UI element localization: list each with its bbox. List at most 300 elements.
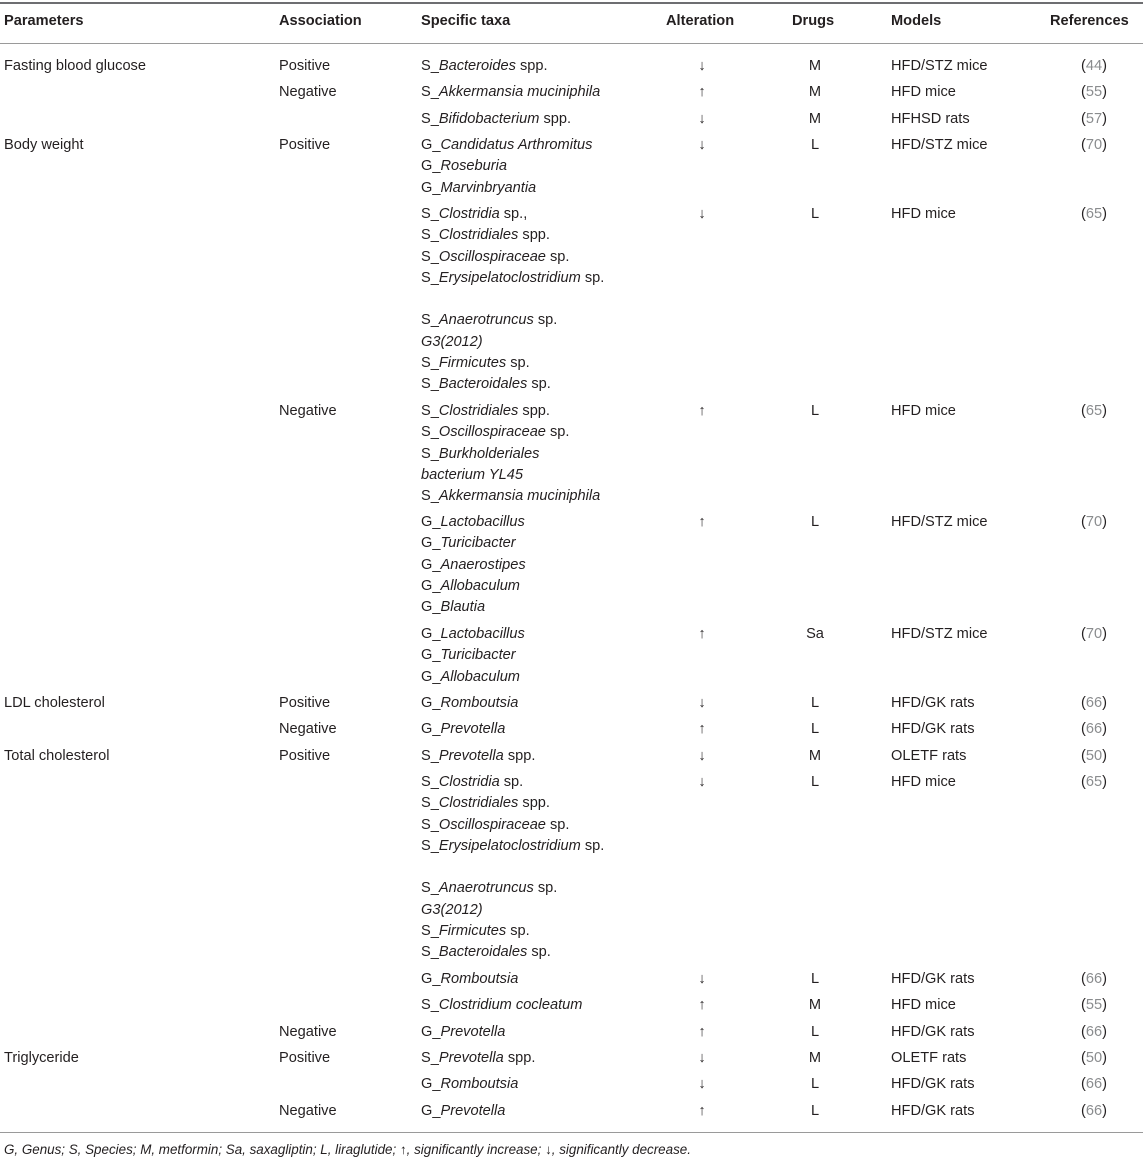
taxon-suffix: sp. (527, 376, 551, 393)
taxon-line (421, 900, 604, 921)
taxa-cell (421, 969, 518, 990)
drug-code: L (810, 137, 820, 153)
reference-cell (1065, 746, 1107, 767)
taxon-line (421, 597, 526, 618)
taxon-line (421, 374, 604, 395)
taxon-rank-prefix: S_ (421, 748, 439, 764)
taxon-rank-prefix: S_ (421, 837, 439, 854)
reference-cell (1065, 624, 1107, 645)
taxon-line (421, 857, 604, 878)
reference-link[interactable]: 66 (1085, 721, 1103, 737)
taxon-line (421, 921, 604, 942)
header-references: References (1050, 13, 1129, 29)
header-drugs: Drugs (792, 13, 835, 29)
taxon-line (421, 693, 518, 714)
reference-close-paren: ) (1102, 748, 1107, 764)
taxon-line (421, 135, 592, 156)
reference-link[interactable]: 66 (1085, 971, 1103, 987)
taxon-line (421, 719, 505, 740)
taxon-name: Clostridiales (438, 795, 519, 812)
taxon-rank-prefix: S_ (421, 1050, 439, 1066)
taxon-name: Oscillospiraceae (438, 816, 546, 833)
reference-link[interactable]: 70 (1085, 626, 1103, 642)
taxon-line (421, 1074, 518, 1095)
taxa-cell (421, 1022, 505, 1043)
drug-code: L (810, 971, 820, 987)
taxon-name: Akkermansia muciniphila (438, 84, 601, 100)
taxa-cell (421, 204, 604, 396)
drug-code: Sa (806, 626, 824, 642)
taxon-line (421, 310, 604, 331)
taxon-line (421, 1022, 505, 1043)
reference-link[interactable]: 57 (1085, 111, 1103, 127)
taxon-name: Lactobacillus (440, 626, 525, 642)
taxon-rank-prefix: G_ (421, 626, 441, 642)
taxon-name: Prevotella (440, 721, 506, 737)
alteration-arrow-glyph: ↓ (698, 137, 706, 153)
drug-code: L (810, 514, 820, 530)
alteration-arrow-glyph: ↑ (698, 84, 706, 100)
model-cell: HFD/STZ mice (891, 514, 988, 530)
association-cell: Positive (279, 1050, 331, 1066)
taxon-suffix: sp. (545, 424, 570, 441)
taxon-line (421, 969, 518, 990)
reference-close-paren: ) (1102, 695, 1107, 711)
taxon-name: Clostridia (438, 774, 500, 790)
reference-close-paren: ) (1102, 514, 1107, 530)
association-cell: Positive (279, 695, 331, 711)
taxon-line (421, 178, 592, 199)
reference-open-paren: ( (1081, 1076, 1086, 1092)
model-cell: HFD/GK rats (891, 721, 975, 737)
association-cell: Negative (279, 403, 337, 419)
taxon-suffix: spp. (503, 748, 536, 764)
alteration-arrow-glyph: ↑ (698, 997, 706, 1013)
drug-code: M (808, 111, 822, 127)
parameter-cell: Triglyceride (4, 1050, 79, 1066)
taxon-line (421, 836, 604, 857)
reference-open-paren: ( (1081, 111, 1086, 127)
model-cell: HFD/GK rats (891, 1103, 975, 1119)
taxa-cell (421, 401, 600, 507)
taxon-name: Allobaculum (440, 668, 520, 685)
parameter-cell: Fasting blood glucose (4, 58, 146, 74)
reference-open-paren: ( (1081, 1103, 1086, 1119)
taxon-name: G3(2012) (421, 333, 483, 350)
header-alteration: Alteration (666, 13, 735, 29)
taxa-cell (421, 1101, 505, 1122)
taxon-name: Roseburia (440, 158, 507, 175)
taxon-name: Clostridium cocleatum (438, 997, 583, 1013)
taxon-suffix: sp. (545, 816, 570, 833)
taxon-rank-prefix: S_ (421, 206, 439, 222)
model-cell: HFD/STZ mice (891, 626, 988, 642)
drug-code: M (808, 997, 822, 1013)
taxon-name: Bifidobacterium (438, 111, 540, 127)
reference-link[interactable]: 50 (1085, 748, 1103, 764)
taxon-rank-prefix: S_ (421, 944, 439, 961)
taxon-line (421, 486, 600, 507)
taxon-name: Lactobacillus (440, 514, 525, 530)
taxon-line (421, 401, 600, 422)
reference-open-paren: ( (1081, 971, 1086, 987)
taxon-line (421, 942, 604, 963)
model-cell: HFHSD rats (891, 111, 970, 127)
reference-open-paren: ( (1081, 748, 1086, 764)
taxon-suffix: spp. (539, 111, 572, 127)
reference-close-paren: ) (1102, 1076, 1107, 1092)
model-cell: HFD mice (891, 997, 956, 1013)
taxon-rank-prefix: G_ (421, 158, 441, 175)
taxon-rank-prefix: G_ (421, 577, 441, 594)
alteration-arrow-glyph: ↑ (698, 626, 706, 642)
taxon-line (421, 667, 525, 688)
reference-link[interactable]: 66 (1085, 695, 1103, 711)
reference-close-paren: ) (1102, 626, 1107, 642)
taxon-line (421, 225, 604, 246)
reference-open-paren: ( (1081, 1050, 1086, 1066)
reference-cell (1065, 1022, 1107, 1043)
reference-open-paren: ( (1081, 403, 1086, 419)
taxa-cell (421, 772, 604, 964)
taxa-cell (421, 719, 505, 740)
reference-open-paren: ( (1081, 695, 1086, 711)
taxon-rank-prefix: G_ (421, 137, 441, 153)
reference-cell (1065, 1048, 1107, 1069)
reference-cell (1065, 1074, 1107, 1095)
reference-cell (1065, 1101, 1107, 1122)
taxon-suffix: spp. (503, 1050, 536, 1066)
taxa-cell (421, 746, 535, 767)
taxon-name: bacterium YL45 (421, 466, 523, 483)
taxon-line (421, 82, 600, 103)
taxon-line (421, 422, 600, 443)
reference-open-paren: ( (1081, 1024, 1086, 1040)
drug-code: L (810, 721, 820, 737)
reference-close-paren: ) (1102, 84, 1107, 100)
taxon-line (421, 204, 604, 225)
header-association: Association (279, 13, 362, 29)
taxon-rank-prefix: S_ (421, 269, 439, 286)
taxon-name: Anaerotruncus (438, 312, 534, 329)
taxa-cell (421, 56, 548, 77)
taxon-line (421, 56, 548, 77)
taxon-name: Romboutsia (440, 1076, 519, 1092)
taxon-name: Allobaculum (440, 577, 520, 594)
taxon-rank-prefix: G_ (421, 971, 441, 987)
drug-code: L (810, 1103, 820, 1119)
taxon-rank-prefix: S_ (421, 355, 439, 372)
drug-code: M (808, 58, 822, 74)
reference-close-paren: ) (1102, 1050, 1107, 1066)
taxa-cell (421, 624, 525, 688)
alteration-arrow-glyph: ↑ (698, 514, 706, 530)
model-cell: HFD/GK rats (891, 695, 975, 711)
reference-close-paren: ) (1102, 971, 1107, 987)
table-footnote: G, Genus; S, Species; M, metformin; Sa, saxagliptin; L, liraglutide; ↑, significantly increase; ↓, significantly decrease. (4, 1142, 691, 1157)
taxon-line (421, 815, 604, 836)
taxon-rank-prefix: G_ (421, 535, 441, 552)
reference-cell (1065, 719, 1107, 740)
taxon-line (421, 465, 600, 486)
taxon-line (421, 156, 592, 177)
taxon-name: Firmicutes (438, 923, 507, 940)
taxon-rank-prefix: G_ (421, 1103, 441, 1119)
alteration-arrow-glyph: ↑ (698, 403, 706, 419)
taxa-cell (421, 109, 571, 130)
association-cell: Positive (279, 58, 331, 74)
taxa-cell (421, 693, 518, 714)
reference-close-paren: ) (1102, 58, 1107, 74)
taxon-line (421, 109, 571, 130)
association-cell: Negative (279, 1103, 337, 1119)
taxon-line (421, 1048, 535, 1069)
reference-cell (1065, 135, 1107, 156)
alteration-arrow-glyph: ↑ (698, 1024, 706, 1040)
reference-open-paren: ( (1081, 206, 1086, 222)
reference-link[interactable]: 65 (1085, 206, 1103, 222)
parameter-cell: LDL cholesterol (4, 695, 105, 711)
taxa-cell (421, 512, 526, 618)
taxon-rank-prefix: S_ (421, 84, 439, 100)
taxon-suffix: spp. (518, 795, 550, 812)
reference-link[interactable]: 70 (1085, 514, 1103, 530)
taxon-rank-prefix: S_ (421, 488, 439, 505)
association-cell: Negative (279, 84, 337, 100)
taxon-rank-prefix: S_ (421, 997, 439, 1013)
model-cell: HFD/GK rats (891, 1024, 975, 1040)
model-cell: HFD mice (891, 403, 956, 419)
drug-code: M (808, 1050, 822, 1066)
taxon-line (421, 512, 526, 533)
reference-link[interactable]: 70 (1085, 137, 1103, 153)
taxon-rank-prefix: S_ (421, 248, 439, 265)
taxon-rank-prefix: G_ (421, 695, 441, 711)
reference-cell (1065, 693, 1107, 714)
taxon-suffix: spp. (518, 227, 550, 244)
taxon-name: Oscillospiraceae (438, 424, 546, 441)
drug-code: L (810, 206, 820, 222)
alteration-arrow-glyph: ↓ (698, 774, 706, 790)
alteration-arrow-glyph: ↑ (698, 1103, 706, 1119)
taxon-line (421, 772, 604, 793)
reference-close-paren: ) (1102, 774, 1107, 790)
header-parameters: Parameters (4, 13, 84, 29)
association-cell: Negative (279, 1024, 337, 1040)
reference-link[interactable]: 55 (1085, 997, 1103, 1013)
taxon-rank-prefix: S_ (421, 816, 439, 833)
drug-code: L (810, 774, 820, 790)
taxon-line (421, 533, 526, 554)
taxon-line (421, 793, 604, 814)
taxon-suffix: sp. (506, 923, 530, 940)
taxon-rank-prefix: S_ (421, 312, 439, 329)
taxon-name: Prevotella (438, 1050, 504, 1066)
reference-cell (1065, 995, 1107, 1016)
association-cell: Positive (279, 748, 331, 764)
association-cell: Positive (279, 137, 331, 153)
reference-cell (1065, 401, 1107, 422)
taxon-rank-prefix: S_ (421, 227, 439, 244)
taxon-name: Blautia (440, 599, 486, 616)
reference-close-paren: ) (1102, 1103, 1107, 1119)
reference-cell (1065, 82, 1107, 103)
model-cell: HFD/STZ mice (891, 58, 988, 74)
reference-close-paren: ) (1102, 403, 1107, 419)
taxon-name: Prevotella (438, 748, 504, 764)
reference-open-paren: ( (1081, 58, 1086, 74)
taxon-rank-prefix: S_ (421, 923, 439, 940)
taxon-rank-prefix: S_ (421, 58, 439, 74)
model-cell: OLETF rats (891, 1050, 967, 1066)
taxon-name: Anaerotruncus (438, 880, 534, 897)
reference-link[interactable]: 50 (1085, 1050, 1103, 1066)
reference-close-paren: ) (1102, 1024, 1107, 1040)
model-cell: HFD mice (891, 774, 956, 790)
alteration-arrow-glyph: ↓ (698, 1076, 706, 1092)
model-cell: HFD mice (891, 84, 956, 100)
taxon-rank-prefix: S_ (421, 880, 439, 897)
taxon-name: Bacteroides (438, 58, 516, 74)
table-top-rule (0, 2, 1143, 4)
taxon-name: Candidatus Arthromitus (440, 137, 593, 153)
taxa-cell (421, 1048, 535, 1069)
taxon-line (421, 746, 535, 767)
table-bottom-rule (0, 1132, 1143, 1133)
taxon-line (421, 995, 582, 1016)
drug-code: L (810, 403, 820, 419)
taxa-cell (421, 82, 600, 103)
reference-cell (1065, 56, 1107, 77)
taxon-name: G3(2012) (421, 901, 483, 918)
reference-cell (1065, 109, 1107, 130)
reference-link[interactable]: 66 (1085, 1103, 1103, 1119)
model-cell: HFD/GK rats (891, 1076, 975, 1092)
header-models: Models (891, 13, 942, 29)
drug-code: M (808, 748, 822, 764)
taxon-rank-prefix: G_ (421, 179, 441, 196)
taxon-suffix: spp. (518, 403, 550, 419)
taxon-rank-prefix: S_ (421, 774, 439, 790)
reference-link[interactable]: 44 (1085, 58, 1103, 74)
taxon-name: Erysipelatoclostridium (438, 837, 581, 854)
reference-open-paren: ( (1081, 721, 1086, 737)
reference-open-paren: ( (1081, 137, 1086, 153)
taxon-name: Bacteroidales (438, 944, 528, 961)
reference-link[interactable]: 65 (1085, 403, 1103, 419)
taxon-line (421, 624, 525, 645)
reference-close-paren: ) (1102, 137, 1107, 153)
taxon-name: Prevotella (440, 1024, 506, 1040)
reference-open-paren: ( (1081, 514, 1086, 530)
drug-code: L (810, 1076, 820, 1092)
header-specific-taxa: Specific taxa (421, 13, 511, 29)
reference-open-paren: ( (1081, 774, 1086, 790)
header-rule (0, 43, 1143, 44)
taxon-rank-prefix: G_ (421, 721, 441, 737)
taxon-name: Oscillospiraceae (438, 248, 546, 265)
taxon-suffix: spp. (515, 58, 548, 74)
parameter-cell: Body weight (4, 137, 84, 153)
taxon-line (421, 555, 526, 576)
taxon-rank-prefix: S_ (421, 795, 439, 812)
taxon-name: Burkholderiales (438, 445, 540, 462)
model-cell: OLETF rats (891, 748, 967, 764)
reference-close-paren: ) (1102, 111, 1107, 127)
reference-link[interactable]: 66 (1085, 1076, 1103, 1092)
drug-code: L (810, 695, 820, 711)
taxon-line (421, 645, 525, 666)
alteration-arrow-glyph: ↓ (698, 748, 706, 764)
taxon-suffix: sp., (499, 206, 528, 222)
parameter-cell: Total cholesterol (4, 748, 110, 764)
taxon-rank-prefix: G_ (421, 599, 441, 616)
taxon-name: Firmicutes (438, 355, 507, 372)
taxon-name: Clostridiales (438, 227, 519, 244)
reference-cell (1065, 772, 1107, 793)
alteration-arrow-glyph: ↓ (698, 1050, 706, 1066)
taxon-name: Anaerostipes (440, 556, 526, 573)
taxon-rank-prefix: S_ (421, 445, 439, 462)
taxon-rank-prefix: G_ (421, 514, 441, 530)
taxon-suffix: sp. (533, 312, 558, 329)
reference-open-paren: ( (1081, 997, 1086, 1013)
taxon-name: Turicibacter (440, 647, 516, 664)
reference-cell (1065, 204, 1107, 225)
reference-cell (1065, 969, 1107, 990)
alteration-arrow-glyph: ↓ (698, 206, 706, 222)
alteration-arrow-glyph: ↓ (698, 111, 706, 127)
taxon-line (421, 444, 600, 465)
reference-close-paren: ) (1102, 997, 1107, 1013)
association-cell: Negative (279, 721, 337, 737)
taxon-rank-prefix: G_ (421, 647, 441, 664)
reference-open-paren: ( (1081, 626, 1086, 642)
reference-link[interactable]: 55 (1085, 84, 1103, 100)
taxon-name: Clostridiales (438, 403, 519, 419)
model-cell: HFD mice (891, 206, 956, 222)
alteration-arrow-glyph: ↓ (698, 971, 706, 987)
taxon-name: Erysipelatoclostridium (438, 269, 581, 286)
taxon-suffix: sp. (580, 269, 605, 286)
taxon-line (421, 289, 604, 310)
taxon-name: Marvinbryantia (440, 179, 537, 196)
taxon-line (421, 878, 604, 899)
taxon-name: Clostridia (438, 206, 500, 222)
taxon-rank-prefix: G_ (421, 668, 441, 685)
taxon-rank-prefix: S_ (421, 111, 439, 127)
taxon-rank-prefix: G_ (421, 556, 441, 573)
taxon-name: Bacteroidales (438, 376, 528, 393)
taxon-line (421, 576, 526, 597)
taxon-rank-prefix: S_ (421, 376, 439, 393)
taxon-suffix: sp. (545, 248, 570, 265)
taxon-rank-prefix: S_ (421, 403, 439, 419)
taxon-suffix: sp. (527, 944, 551, 961)
taxon-name: Prevotella (440, 1103, 506, 1119)
model-cell: HFD/STZ mice (891, 137, 988, 153)
reference-close-paren: ) (1102, 721, 1107, 737)
reference-open-paren: ( (1081, 84, 1086, 100)
taxon-line (421, 268, 604, 289)
taxon-line (421, 332, 604, 353)
taxon-suffix: sp. (580, 837, 605, 854)
taxon-rank-prefix: G_ (421, 1076, 441, 1092)
reference-link[interactable]: 65 (1085, 774, 1103, 790)
reference-link[interactable]: 66 (1085, 1024, 1103, 1040)
reference-close-paren: ) (1102, 206, 1107, 222)
taxon-line (421, 353, 604, 374)
